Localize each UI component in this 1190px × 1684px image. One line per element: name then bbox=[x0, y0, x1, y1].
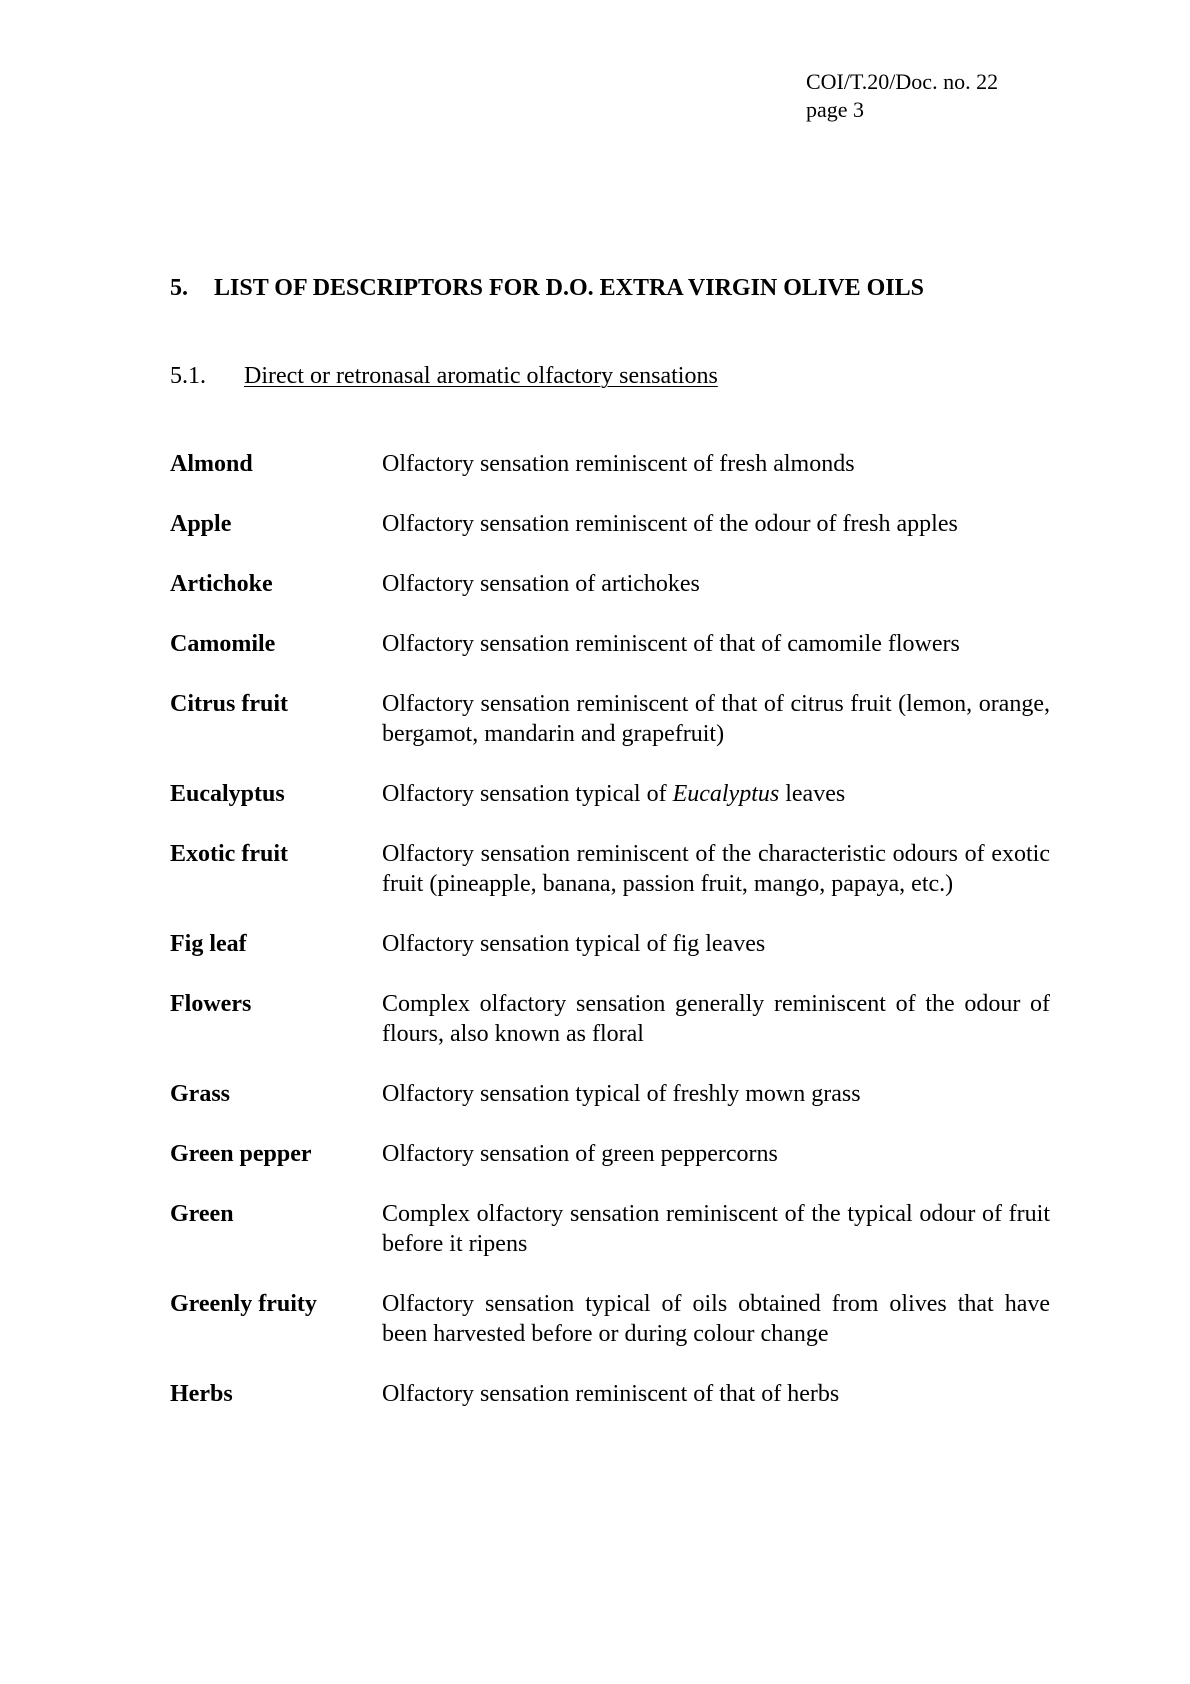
descriptor-term: Apple bbox=[170, 511, 232, 537]
descriptor-definition: Olfactory sensation of artichokes bbox=[382, 571, 700, 597]
descriptor-definition: Complex olfactory sensation generally reminiscent of the odour of flours, also known as floral bbox=[382, 991, 1050, 1047]
document-reference: COI/T.20/Doc. no. 22 bbox=[806, 69, 999, 94]
descriptor-term: Camomile bbox=[170, 631, 276, 657]
section-number: 5. bbox=[170, 275, 188, 301]
descriptor-term: Almond bbox=[170, 451, 253, 477]
definition-italic-term: Eucalyptus bbox=[672, 781, 780, 807]
descriptor-row bbox=[170, 509, 1050, 539]
descriptor-term: Eucalyptus bbox=[170, 781, 285, 807]
descriptor-term: Green pepper bbox=[170, 1141, 312, 1167]
descriptor-term: Grass bbox=[170, 1081, 230, 1107]
descriptor-definition bbox=[382, 779, 1050, 809]
descriptor-definition: Olfactory sensation typical of freshly mown grass bbox=[382, 1081, 861, 1107]
descriptor-definition: Olfactory sensation of green peppercorns bbox=[382, 1141, 778, 1167]
descriptor-row bbox=[170, 839, 1050, 899]
descriptor-row bbox=[170, 1289, 1050, 1349]
descriptor-definition: Olfactory sensation reminiscent of the characteristic odours of exotic fruit (pineapple, banana, passion fruit, mango, papaya, etc.) bbox=[382, 841, 1050, 897]
descriptor-definition: Olfactory sensation reminiscent of the odour of fresh apples bbox=[382, 511, 958, 537]
definition-text: Olfactory sensation typical of bbox=[382, 781, 673, 807]
descriptor-definition: Olfactory sensation reminiscent of that of herbs bbox=[382, 1381, 840, 1407]
descriptor-term: Fig leaf bbox=[170, 931, 247, 957]
descriptor-definition: Olfactory sensation reminiscent of that of camomile flowers bbox=[382, 631, 960, 657]
descriptor-row bbox=[170, 1139, 1050, 1169]
descriptor-definition: Olfactory sensation reminiscent of fresh almonds bbox=[382, 451, 855, 477]
descriptor-row bbox=[170, 929, 1050, 959]
descriptor-definition: Olfactory sensation typical of fig leaves bbox=[382, 931, 766, 957]
page-number: page 3 bbox=[806, 97, 865, 122]
descriptor-row bbox=[170, 689, 1050, 749]
descriptor-definition: Olfactory sensation typical of oils obtained from olives that have been harvested before or during colour change bbox=[382, 1291, 1050, 1347]
descriptor-term: Flowers bbox=[170, 991, 252, 1017]
section-title: LIST OF DESCRIPTORS FOR D.O. EXTRA VIRGIN OLIVE OILS bbox=[214, 275, 924, 301]
descriptor-term: Artichoke bbox=[170, 571, 273, 597]
descriptor-term: Exotic fruit bbox=[170, 841, 288, 867]
descriptor-row bbox=[170, 629, 1050, 659]
descriptor-term: Herbs bbox=[170, 1381, 233, 1407]
descriptor-row bbox=[170, 569, 1050, 599]
definition-text: leaves bbox=[779, 781, 846, 807]
descriptor-row bbox=[170, 449, 1050, 479]
subsection-heading bbox=[170, 361, 718, 391]
descriptor-row bbox=[170, 1079, 1050, 1109]
descriptor-row bbox=[170, 989, 1050, 1049]
descriptor-definition: Complex olfactory sensation reminiscent of the typical odour of fruit before it ripens bbox=[382, 1201, 1050, 1257]
descriptor-term: Greenly fruity bbox=[170, 1291, 317, 1317]
section-heading bbox=[170, 273, 924, 303]
document-header bbox=[806, 68, 998, 124]
descriptor-row bbox=[170, 1379, 1050, 1409]
descriptor-term: Green bbox=[170, 1201, 234, 1227]
descriptor-row bbox=[170, 779, 1050, 809]
descriptor-row bbox=[170, 1199, 1050, 1259]
descriptor-term: Citrus fruit bbox=[170, 691, 288, 717]
descriptor-definition: Olfactory sensation reminiscent of that of citrus fruit (lemon, orange, bergamot, mandarin and grapefruit) bbox=[382, 691, 1050, 747]
subsection-title: Direct or retronasal aromatic olfactory sensations bbox=[244, 363, 718, 389]
subsection-number: 5.1. bbox=[170, 363, 206, 389]
descriptor-list bbox=[170, 449, 1050, 1439]
